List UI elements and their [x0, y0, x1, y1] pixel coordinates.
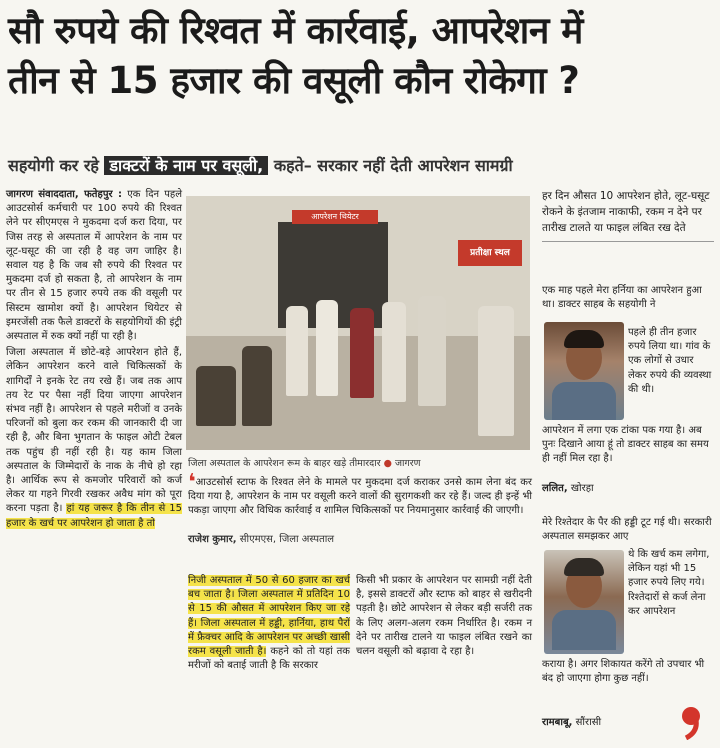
case-2-place: सौंरासी [575, 717, 602, 728]
photo-person [382, 302, 406, 402]
photo-caption-text: जिला अस्पताल के आपरेशन रूम के बाहर खड़े तीमारदार [188, 458, 381, 469]
news-photo [186, 196, 530, 450]
left-para-1-text: एक दिन पहले आउटसोर्स कर्मचारी पर 100 रुपये की रिश्वत लेने पर सीएमएस ने मुकदमा दर्ज करा दिया, पर जिस तरह से अस्पताल में आपरेशन के नाम पर लूट-घसूट की जा रही है वह जग जाहिर है। सवाल यह है कि जब सौ रुपये की रिश्वत पर मुकदमा दर्ज हो सकता है, तो आपरेशन के नाम पर तीन से 15 हजार रुपये तक की वसूली पर सिस्टम खामोश क्यों है। आपरेशन थियेटर से इमरजेंसी तक फैले डाक्टरों के सहयोगियों की इंट्री अस्पताल में रुक क्यों नहीं पा रही है। [6, 189, 182, 343]
photo-person [316, 300, 338, 396]
right-header: हर दिन औसत 10 आपरेशन होते, लूट-घसूट रोकने के इंतजाम नाकाफी, रकम न देने पर तारीख टालते या फाइल लंबित रख देते [542, 188, 714, 242]
case-2-name: रामबाबू, [542, 717, 573, 728]
quote-author-title: सीएमएस, जिला अस्पताल [239, 534, 335, 545]
case-1-place: खोरहा [570, 483, 594, 494]
left-column [6, 188, 182, 533]
subhead-suffix: कहते– सरकार नहीं देती आपरेशन सामग्री [273, 156, 513, 175]
headline-line-1: सौ रुपये की रिश्वत में कार्रवाई, आपरेशन में [8, 9, 583, 52]
left-para-2-highlight: हां यह जरूर है कि तीन से 15 हजार के खर्च पर आपरेशन हो जाता है तो [6, 503, 182, 529]
middle-column-2 [356, 574, 532, 659]
photo-hair [564, 330, 604, 348]
photo-sign-waiting: प्रतीक्षा स्थल [458, 240, 522, 266]
photo-hair [564, 558, 604, 576]
cms-quote [188, 470, 532, 518]
photo-caption-credit: जागरण [394, 458, 421, 469]
left-para-1 [6, 188, 182, 344]
case-1-intro: एक माह पहले मेरा हर्निया का आपरेशन हुआ था। डाक्टर साहब के सहयोगी ने [542, 285, 702, 311]
photo-caption [188, 456, 530, 469]
subhead-highlight: डाक्टरों के नाम पर वसूली, [104, 156, 268, 175]
headline-line-2: तीन से 15 हजार की वसूली कौन रोकेगा ? [8, 59, 580, 102]
middle-col2-text: किसी भी प्रकार के आपरेशन पर सामग्री नहीं देती है, इससे डाक्टरों और स्टाफ को बाहर से खरीदनी पड़ती है। छोटे आपरेशन से लेकर बड़ी सर्जरी तक के लिए अलग-अलग रकम निर्धारित है। रकम न देने पर तारीख टालने या फाइल लंबित रखने का चलन वसूली को बढ़ावा दे रहा है। [356, 575, 532, 658]
photo-person [242, 346, 272, 426]
photo-body [552, 382, 616, 420]
photo-person [286, 306, 308, 396]
case-2-intro: मेरे रिश्तेदार के पैर की हड्डी टूट गई थी। सरकारी अस्पताल समझकर आए [542, 517, 712, 543]
case-1-wrap: पहले ही तीन हजार रुपये लिया था। गांव के एक लोगों से उधार लेकर रुपये की व्यवस्था की थी। [628, 327, 712, 395]
photo-person [196, 366, 236, 426]
quote-author [188, 531, 532, 545]
middle-col1-highlight: निजी अस्पताल में 50 से 60 हजार का खर्च बच जाता है। जिला अस्पताल में प्रतिदिन 10 से 15 की औसत में आपरेशन किए जा रहे हैं। जिला अस्पताल में हड्डी, हार्निया, हाथ पैरों में फ्रैक्चर आदि के आपरेशन पर अच्छी खासी रकम वसूली जाती है। [188, 575, 350, 658]
quote-author-name: राजेश कुमार, [188, 534, 237, 545]
patient-photo-1 [544, 322, 624, 420]
middle-column-1 [188, 574, 350, 673]
left-para-2-text: जिला अस्पताल में छोटे-बड़े आपरेशन होते हैं, लेकिन आपरेशन करने वाले चिकित्सकों के शागिर्दों ने इनके रेट तय रखे हैं। जब तक आप तय रेट पर पैसा नहीं दिया जाएगा आपरेशन संभव नहीं है। आपरेशन से पहले मरीजों व उनके परिजनों को बुला कर रकम की जानकारी दी जा रही है, और बिना भुगतान के फाइल ओटी टेबल तक पहुंच ही नहीं रही है। यह काम जिला अस्पताल के जिम्मेदारों के नाक के नीचे हो रहा है। आर्थिक रूप से कमजोर परिवारों को कर्ज लेकर या गहने गिरवी रखकर अवैध मांग को पूरा करना पड़ता है। [6, 347, 182, 515]
left-para-2 [6, 346, 182, 531]
case-2-rest: कराया है। अगर शिकायत करेंगे तो उपचार भी बंद हो जाएगा होगा कुछ नहीं। [542, 659, 705, 685]
patient-photo-2 [544, 550, 624, 654]
byline: जागरण संवाददाता, फतेहपुर : [6, 189, 123, 200]
quote-mark-icon: ❛ [188, 470, 196, 495]
case-1-name: ललित, [542, 483, 568, 494]
photo-person [350, 308, 374, 398]
photo-person [478, 306, 514, 436]
quote-text: आउटसोर्स स्टाफ के रिश्वत लेने के मामले पर मुकदमा दर्ज कराकर उनसे काम लेना बंद कर दिया गया है, आपरेशन के नाम पर वसूली करने वालों की सुरागकशी कर रहे हैं। जल्द ही इन्हें भी पकड़ा जाएगा और विधिक कार्रवाई व शामिल चिकित्सकों पर नियमानुसार कार्रवाई की जाएगी। [188, 477, 532, 516]
photo-sign-ot: आपरेशन थियेटर [292, 210, 378, 224]
page-corner-mark-icon [678, 704, 704, 740]
case-2-signature [542, 716, 672, 730]
headline [8, 6, 712, 106]
case-2-wrap: थे कि खर्च कम लगेगा, लेकिन यहां भी 15 हजार रुपये लिए गये। रिश्तेदारों से कर्ज लेना कर आपरेशन [628, 549, 710, 617]
middle-col1-text: कहने को तो यहां तक मरीजों को बताई जाती है कि सरकार [188, 646, 350, 672]
caption-dot-icon: ● [383, 458, 392, 469]
case-1-rest: आपरेशन में लगा एक टांका पक गया है। अब पुनः दिखाने आया हूं तो डाक्टर साहब का समय ही नहीं मिल रहा है। [542, 425, 709, 465]
case-1-signature [542, 482, 712, 496]
photo-body [552, 610, 616, 650]
photo-person [418, 296, 446, 406]
subhead-prefix: सहयोगी कर रहे [8, 156, 99, 175]
subheadline [8, 152, 712, 180]
